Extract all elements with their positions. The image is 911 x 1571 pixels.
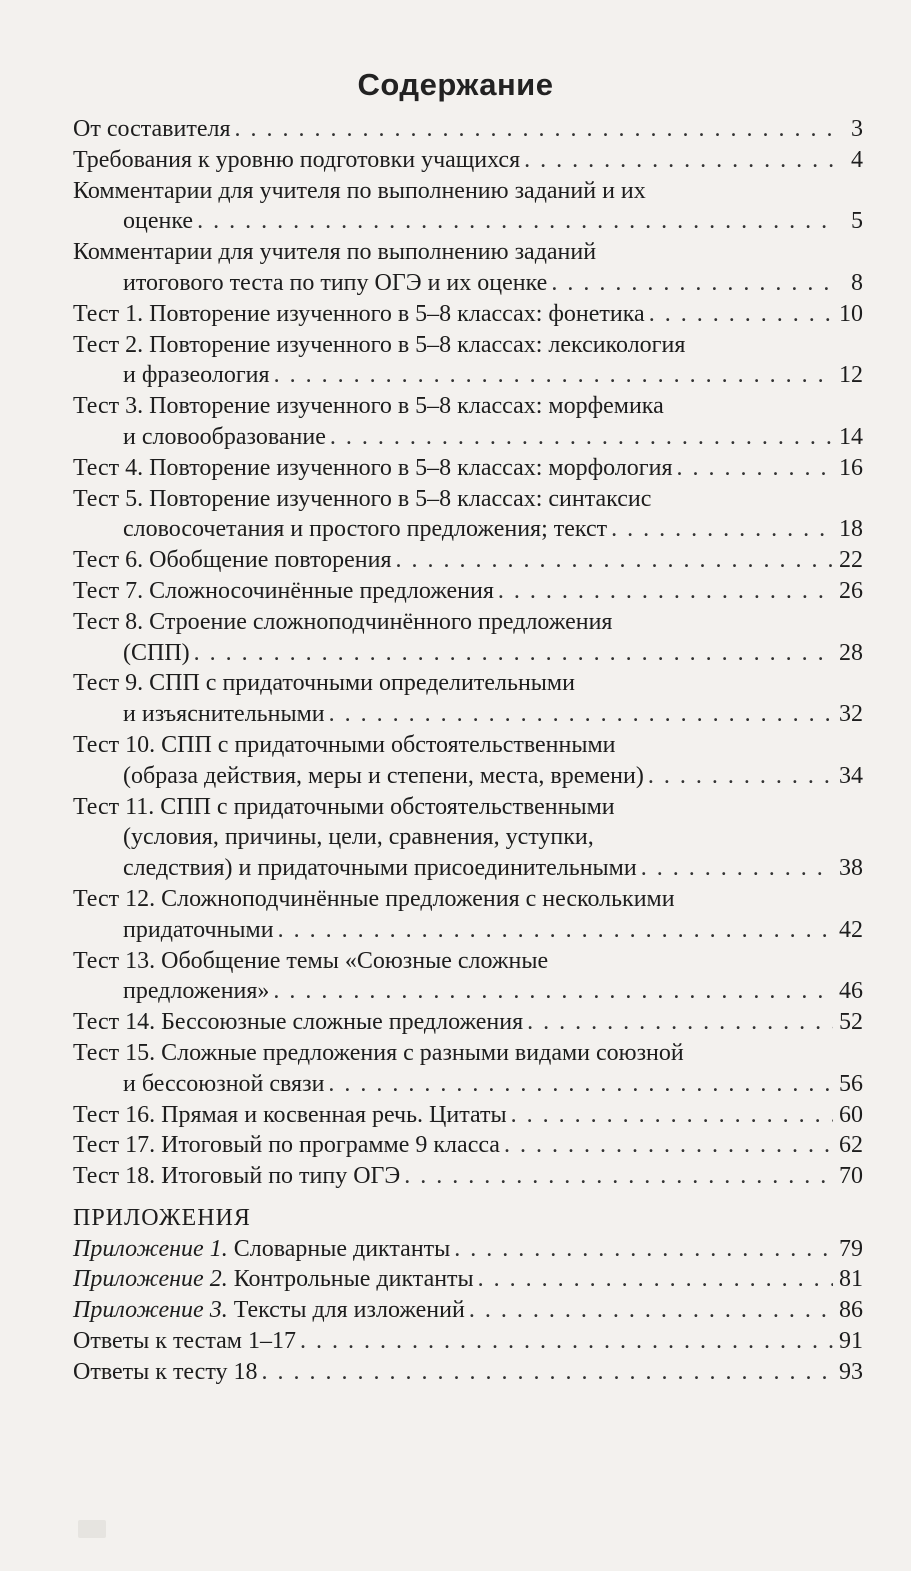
toc-page-number: 60	[839, 1101, 863, 1128]
toc-entry-title: оценке	[123, 208, 194, 235]
toc-entry	[73, 1038, 863, 1100]
toc-entry	[73, 330, 863, 392]
toc-page-number: 12	[839, 362, 863, 389]
dot-leader	[300, 1326, 833, 1357]
toc-entry-title: (условия, причины, цели, сравнения, уступки,	[123, 824, 594, 851]
toc-entry-title: (СПП)	[123, 639, 190, 666]
toc-entry-line	[73, 237, 863, 268]
dot-leader	[328, 1069, 833, 1100]
toc-entry-line	[73, 545, 863, 576]
toc-entry-title: Тест 18. Итоговый по типу ОГЭ	[73, 1163, 401, 1190]
toc-entry-line	[73, 330, 863, 361]
toc-entry-line	[73, 1100, 863, 1131]
dot-leader	[330, 422, 833, 453]
toc-page-number: 32	[839, 701, 863, 728]
appendix-heading: ПРИЛОЖЕНИЯ	[73, 1204, 251, 1231]
toc-page-number: 28	[839, 639, 863, 666]
toc-entry-title: Тест 8. Строение сложноподчинённого предложения	[73, 608, 613, 635]
appendix-entry-title	[73, 1326, 296, 1357]
toc-entry-title: Комментарии для учителя по выполнению заданий	[73, 239, 597, 266]
toc-entry-title: и фразеология	[123, 362, 270, 389]
dot-leader	[524, 145, 833, 176]
toc-page-number: 16	[839, 454, 863, 481]
toc-entry-line	[73, 453, 863, 484]
toc-entry-title: Тест 13. Обобщение темы «Союзные сложные	[73, 947, 549, 974]
toc-page-number: 93	[839, 1358, 863, 1385]
toc-entry	[73, 884, 863, 946]
dot-leader	[498, 576, 833, 607]
toc-entry-line	[73, 391, 863, 422]
appendix-entry	[73, 1234, 863, 1265]
toc-entry-title: Тест 3. Повторение изученного в 5–8 классах: морфемика	[73, 393, 664, 420]
page-corner-mark	[78, 1520, 106, 1538]
toc-entry-title: Тест 17. Итоговый по программе 9 класса	[73, 1132, 500, 1159]
toc-entry-line	[73, 1007, 863, 1038]
toc-entry-line	[73, 422, 863, 453]
toc-entry-line	[73, 668, 863, 699]
toc-entry-line	[73, 946, 863, 977]
appendix-entry	[73, 1295, 863, 1326]
dot-leader	[197, 206, 833, 237]
appendix-text: Ответы к тестам 1–17	[73, 1328, 296, 1355]
dot-leader	[194, 638, 833, 669]
toc-entry-title: предложения»	[123, 978, 270, 1005]
appendix-entry-title	[73, 1264, 474, 1295]
page-title: Содержание	[357, 67, 554, 102]
toc-entry-line	[73, 884, 863, 915]
toc-entry-line	[73, 206, 863, 237]
toc-entry-line	[73, 176, 863, 207]
toc-entry	[73, 607, 863, 669]
toc-entry-line	[73, 976, 863, 1007]
toc-entry	[73, 114, 863, 145]
toc-entry	[73, 453, 863, 484]
toc-entry-line	[73, 915, 863, 946]
toc-entry	[73, 176, 863, 238]
toc-entry	[73, 484, 863, 546]
appendix-entry-title	[73, 1234, 450, 1265]
appendix-text: Ответы к тесту 18	[73, 1358, 258, 1385]
dot-leader	[278, 915, 833, 946]
toc-entry-line	[73, 268, 863, 299]
toc-page-number: 81	[839, 1266, 863, 1293]
toc-entry-title: Требования к уровню подготовки учащихся	[73, 146, 521, 173]
toc-entry-line	[73, 360, 863, 391]
toc-entry	[73, 668, 863, 730]
dot-leader	[454, 1234, 833, 1265]
toc-page-number: 4	[851, 146, 863, 173]
toc-entry	[73, 545, 863, 576]
toc-entry	[73, 1007, 863, 1038]
toc-entry-title: Тест 15. Сложные предложения с разными видами союзной	[73, 1039, 684, 1066]
toc-entry-line	[73, 1130, 863, 1161]
toc-entry-line	[73, 792, 863, 823]
toc-entry-title: Тест 14. Бессоюзные сложные предложения	[73, 1009, 524, 1036]
appendix-text: Контрольные диктанты	[227, 1266, 474, 1293]
toc-page-number: 3	[851, 116, 863, 142]
toc-entry-line	[73, 1161, 863, 1192]
dot-leader	[649, 299, 833, 330]
toc-page-number: 86	[839, 1297, 863, 1324]
toc-entry-line	[73, 638, 863, 669]
toc-entry-line	[73, 853, 863, 884]
dot-leader	[648, 761, 833, 792]
toc-entry	[73, 145, 863, 176]
toc-page-number: 79	[839, 1235, 863, 1262]
toc-entry-title: Тест 7. Сложносочинённые предложения	[73, 577, 494, 604]
toc-entry-title: Комментарии для учителя по выполнению заданий и их	[73, 177, 646, 204]
toc-entry-line	[73, 730, 863, 761]
appendix-label: Приложение 3.	[73, 1297, 228, 1324]
toc-entry	[73, 1161, 863, 1192]
toc-entry-line	[73, 514, 863, 545]
toc-entry-title: Тест 4. Повторение изученного в 5–8 классах: морфология	[73, 454, 673, 481]
toc-entry-title: Тест 2. Повторение изученного в 5–8 классах: лексикология	[73, 331, 686, 358]
appendix-label: Приложение 2.	[73, 1266, 228, 1293]
dot-leader	[511, 1100, 833, 1131]
toc-entry-line	[73, 299, 863, 330]
toc-page-number: 70	[839, 1163, 863, 1190]
appendix-label: Приложение 1.	[73, 1235, 228, 1262]
toc-entry-title: и бессоюзной связи	[123, 1070, 325, 1097]
toc-page-number: 10	[839, 300, 863, 327]
toc-page-number: 52	[839, 1009, 863, 1036]
toc-entry-line	[73, 761, 863, 792]
table-of-contents	[73, 114, 863, 1388]
dot-leader	[527, 1007, 833, 1038]
toc-entry-line	[73, 1038, 863, 1069]
toc-entry-title: Тест 16. Прямая и косвенная речь. Цитаты	[73, 1101, 507, 1128]
toc-entry	[73, 1100, 863, 1131]
appendix-entry-title	[73, 1295, 465, 1326]
dot-leader	[677, 453, 833, 484]
toc-entry	[73, 730, 863, 792]
appendix-entry	[73, 1264, 863, 1295]
dot-leader	[504, 1130, 833, 1161]
toc-page-number: 46	[839, 978, 863, 1005]
toc-page-number: 18	[839, 516, 863, 543]
toc-entry-title: (образа действия, меры и степени, места, времени)	[123, 762, 644, 789]
toc-page-number: 26	[839, 577, 863, 604]
dot-leader	[641, 853, 833, 884]
toc-entry-title: словосочетания и простого предложения; текст	[123, 516, 608, 543]
appendix-text: Тексты для изложений	[227, 1297, 465, 1324]
dot-leader	[396, 545, 834, 576]
toc-entry-line	[73, 484, 863, 515]
toc-entry	[73, 1130, 863, 1161]
dot-leader	[274, 360, 833, 391]
toc-page-number: 14	[839, 423, 863, 450]
toc-page-number: 38	[839, 855, 863, 882]
dot-leader	[611, 514, 833, 545]
toc-entry-title: От составителя	[73, 116, 231, 142]
toc-entry-title: и изъяснительными	[123, 701, 325, 728]
toc-page-number: 91	[839, 1328, 863, 1355]
toc-entry-title: Тест 1. Повторение изученного в 5–8 классах: фонетика	[73, 300, 645, 327]
appendix-entry	[73, 1326, 863, 1357]
toc-entry	[73, 792, 863, 884]
toc-page-number: 34	[839, 762, 863, 789]
toc-entry-title: следствия) и придаточными присоединительными	[123, 855, 637, 882]
toc-entry-title: и словообразование	[123, 423, 326, 450]
toc-entry-line	[73, 114, 863, 145]
toc-entry	[73, 299, 863, 330]
toc-entry-line	[73, 699, 863, 730]
dot-leader	[551, 268, 833, 299]
dot-leader	[469, 1295, 833, 1326]
toc-entry-line	[73, 145, 863, 176]
toc-entry	[73, 391, 863, 453]
toc-entry-title: Тест 5. Повторение изученного в 5–8 классах: синтаксис	[73, 485, 652, 512]
toc-page-number: 22	[839, 547, 863, 574]
appendix-entry	[73, 1357, 863, 1388]
toc-page-number: 42	[839, 916, 863, 943]
toc-entry	[73, 946, 863, 1008]
toc-page-number: 62	[839, 1132, 863, 1159]
toc-page-number: 56	[839, 1070, 863, 1097]
toc-entry-title: Тест 12. Сложноподчинённые предложения с несколькими	[73, 885, 675, 912]
dot-leader	[329, 699, 833, 730]
toc-entry-line	[73, 607, 863, 638]
toc-entry-line	[73, 1069, 863, 1100]
dot-leader	[273, 976, 833, 1007]
toc-entry	[73, 237, 863, 299]
dot-leader	[262, 1357, 834, 1388]
dot-leader	[404, 1161, 833, 1192]
toc-entry-line	[73, 822, 863, 853]
toc-entry-title: Тест 9. СПП с придаточными определительными	[73, 670, 575, 697]
toc-entry-title: Тест 11. СПП с придаточными обстоятельственными	[73, 793, 615, 820]
toc-page-number: 5	[851, 208, 863, 235]
toc-entry-title: Тест 10. СПП с придаточными обстоятельственными	[73, 731, 616, 758]
toc-entry-title: Тест 6. Обобщение повторения	[73, 547, 392, 574]
toc-page-number: 8	[851, 269, 863, 296]
toc-entry	[73, 576, 863, 607]
toc-entry-line	[73, 576, 863, 607]
toc-entry-title: итогового теста по типу ОГЭ и их оценке	[123, 269, 548, 296]
dot-leader	[478, 1264, 833, 1295]
appendix-entry-title	[73, 1357, 258, 1388]
appendix-text: Словарные диктанты	[227, 1235, 451, 1262]
dot-leader	[235, 114, 834, 145]
toc-entry-title: придаточными	[123, 916, 274, 943]
